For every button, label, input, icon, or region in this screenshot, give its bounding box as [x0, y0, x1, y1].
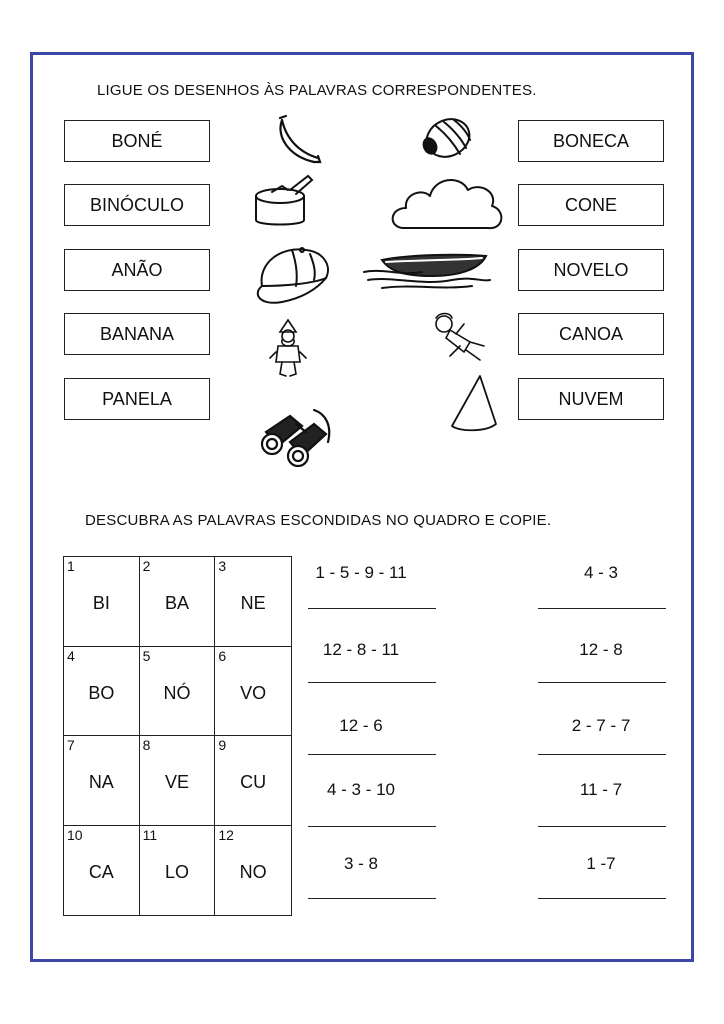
answer-line-right-2[interactable] — [538, 682, 666, 683]
cell-syllable: CU — [240, 772, 267, 792]
cell-syllable: NE — [240, 593, 266, 613]
word-box-banana: BANANA — [64, 313, 210, 355]
dwarf-drawing — [268, 318, 310, 380]
clue-left-1: 1 - 5 - 9 - 11 — [315, 563, 407, 582]
cell-syllable: NA — [88, 772, 114, 792]
word-box-nuvem: NUVEM — [518, 378, 664, 420]
word-box-anao: ANÃO — [64, 249, 210, 291]
cell-number: 8 — [142, 737, 151, 753]
answer-line-right-3[interactable] — [538, 754, 666, 755]
grid-cell — [215, 826, 291, 916]
word-box-binoculo: BINÓCULO — [64, 184, 210, 226]
cell-number: 9 — [218, 737, 227, 753]
clue-right-4: 11 - 7 — [579, 780, 623, 799]
grid-cell — [64, 736, 140, 826]
yarn-ball-drawing — [416, 110, 476, 166]
section2-title: DESCUBRA AS PALAVRAS ESCONDIDAS NO QUADRO E COPIE. — [85, 512, 552, 529]
clue-left-2: 12 - 8 - 11 — [322, 640, 400, 659]
cell-number: 4 — [67, 647, 75, 664]
answer-line-left-5[interactable] — [308, 898, 436, 899]
canoe-drawing — [362, 246, 494, 294]
grid-cell — [64, 647, 140, 737]
grid-cell — [64, 557, 140, 647]
cell-syllable: VE — [164, 772, 189, 792]
grid-cell — [140, 826, 216, 916]
clue-left-3: 12 - 6 — [339, 716, 383, 735]
answer-line-left-4[interactable] — [308, 826, 436, 827]
clue-right-3: 2 - 7 - 7 — [571, 716, 631, 735]
answer-line-right-4[interactable] — [538, 826, 666, 827]
answer-line-left-2[interactable] — [308, 682, 436, 683]
grid-cell — [140, 557, 216, 647]
cell-syllable: NO — [239, 861, 267, 882]
word-box-novelo: NOVELO — [518, 249, 664, 291]
cell-number: 11 — [142, 826, 158, 843]
cell-syllable: BA — [164, 593, 189, 613]
cell-number: 12 — [218, 826, 234, 843]
cloud-drawing — [388, 166, 506, 238]
cap-drawing — [252, 242, 338, 310]
grid-cell — [64, 826, 140, 916]
cell-number: 6 — [218, 647, 227, 664]
clue-left-5: 3 - 8 — [343, 854, 379, 873]
grid-cell — [215, 647, 291, 737]
cell-syllable: CA — [88, 861, 114, 882]
syllable-grid — [63, 556, 292, 916]
word-box-canoa: CANOA — [518, 313, 664, 355]
clue-right-2: 12 - 8 — [579, 640, 623, 659]
section1-title: LIGUE OS DESENHOS ÀS PALAVRAS CORRESPONDENTES. — [97, 82, 537, 99]
cell-syllable: LO — [164, 861, 189, 882]
cell-syllable: NÓ — [163, 682, 191, 703]
cell-number: 1 — [67, 558, 75, 574]
answer-line-left-3[interactable] — [308, 754, 436, 755]
cell-number: 10 — [67, 826, 83, 843]
grid-cell — [215, 557, 291, 647]
clue-right-1: 4 - 3 — [583, 563, 619, 582]
answer-line-right-1[interactable] — [538, 608, 666, 609]
cell-syllable: BO — [88, 682, 115, 703]
cone-drawing — [446, 372, 502, 436]
word-box-boneca: BONECA — [518, 120, 664, 162]
answer-line-left-1[interactable] — [308, 608, 436, 609]
word-box-cone: CONE — [518, 184, 664, 226]
cell-syllable: BI — [92, 593, 110, 613]
cell-number: 7 — [67, 737, 75, 753]
grid-cell — [140, 736, 216, 826]
cell-number: 2 — [142, 558, 151, 574]
clue-right-5: 1 -7 — [586, 854, 616, 873]
pan-drawing — [252, 172, 322, 230]
clue-left-4: 4 - 3 - 10 — [326, 780, 396, 799]
cell-number: 3 — [218, 558, 227, 574]
grid-cell — [215, 736, 291, 826]
word-box-panela: PANELA — [64, 378, 210, 420]
cell-number: 5 — [142, 647, 151, 664]
cell-syllable: VO — [240, 682, 267, 703]
answer-line-right-5[interactable] — [538, 898, 666, 899]
word-box-bone: BONÉ — [64, 120, 210, 162]
doll-drawing — [430, 310, 494, 366]
grid-cell — [140, 647, 216, 737]
binoculars-drawing — [256, 402, 336, 468]
banana-drawing — [268, 112, 328, 168]
